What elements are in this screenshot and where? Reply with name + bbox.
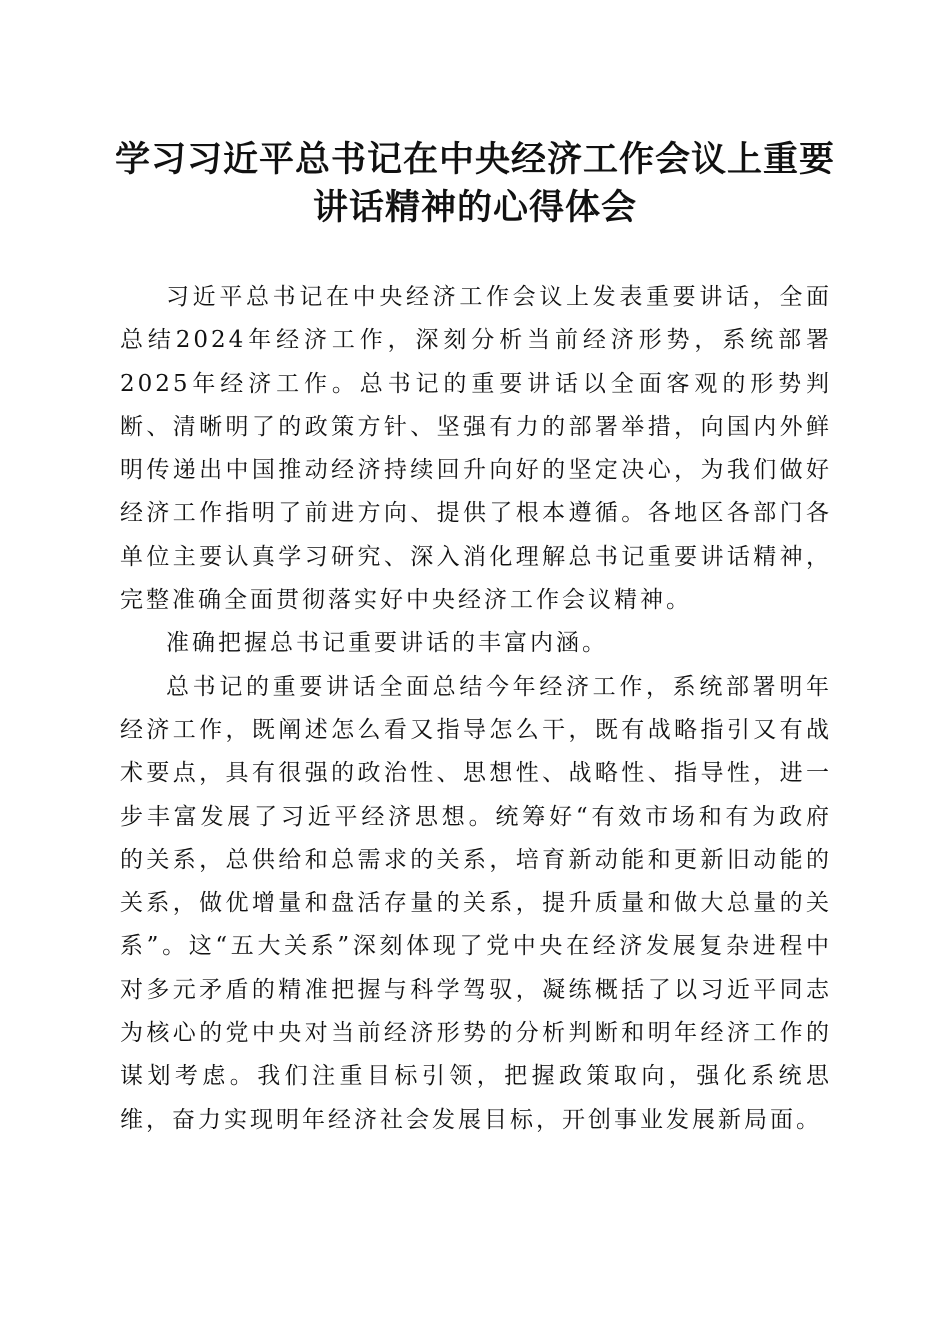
- paragraph-intro: 习近平总书记在中央经济工作会议上发表重要讲话，全面总结2024年经济工作，深刻分析当前经济形势，系统部署2025年经济工作。总书记的重要讲话以全面客观的形势判断、清晰明了的政策方针、坚强有力的部署举措，向国内外鲜明传递出中国推动经济持续回升向好的坚定决心，为我们做好经济工作指明了前进方向、提供了根本遵循。各地区各部门各单位主要认真学习研究、深入消化理解总书记重要讲话精神，完整准确全面贯彻落实好中央经济工作会议精神。: [120, 284, 832, 614]
- document-body: [120, 276, 832, 1142]
- paragraph-heading: 准确把握总书记重要讲话的丰富内涵。: [166, 630, 608, 657]
- document-title-line-1: 学习习近平总书记在中央经济工作会议上重要: [114, 139, 835, 180]
- paragraph-content: 总书记的重要讲话全面总结今年经济工作，系统部署明年经济工作，既阐述怎么看又指导怎么干，既有战略指引又有战术要点，具有很强的政治性、思想性、战略性、指导性，进一步丰富发展了习近平经济思想。统筹好“有效市场和有为政府的关系，总供给和总需求的关系，培育新动能和更新旧动能的关系，做优增量和盘活存量的关系，提升质量和做大总量的关系”。这“五大关系”深刻体现了党中央在经济发展复杂进程中对多元矛盾的精准把握与科学驾驭，凝练概括了以习近平同志为核心的党中央对当前经济形势的分析判断和明年经济工作的谋划考虑。我们注重目标引领，把握政策取向，强化系统思维，奋力实现明年经济社会发展目标，开创事业发展新局面。: [120, 673, 832, 1133]
- document-title-line-2: 讲话精神的心得体会: [312, 187, 637, 228]
